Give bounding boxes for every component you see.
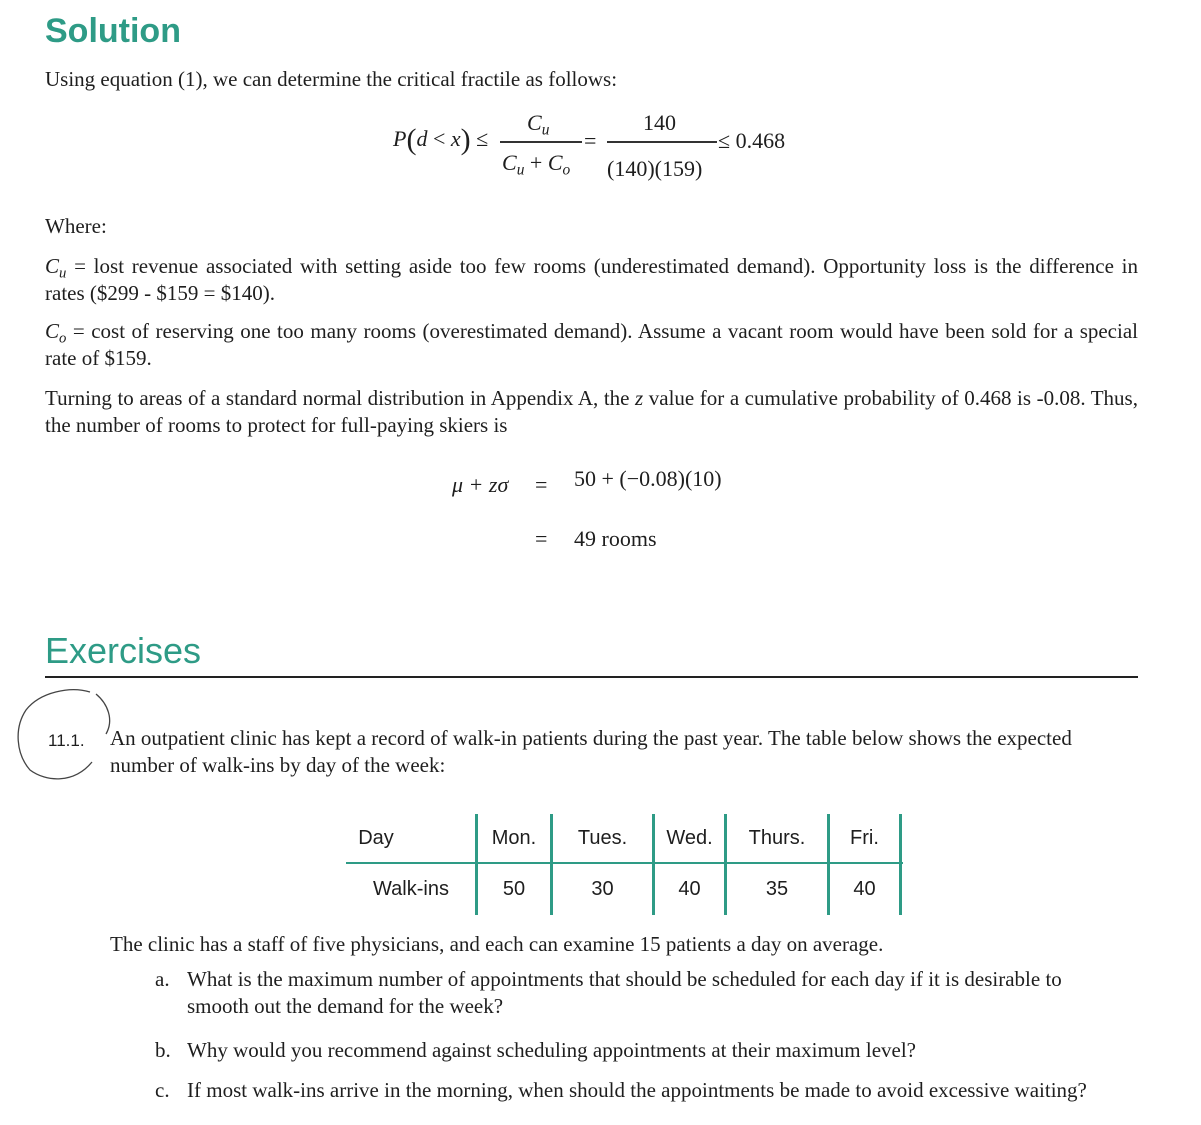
table-walkins-wed: 40 <box>678 878 701 900</box>
turning-z: z <box>635 386 644 410</box>
rooms-eq-equals-2: = <box>535 526 548 551</box>
rooms-eq-lhs: μ + zσ <box>452 472 509 497</box>
rooms-eq-rhs1-b: (−0.08) <box>619 466 685 491</box>
formula-result-value: 0.468 <box>735 128 786 153</box>
frac1-num-sub: u <box>541 121 550 139</box>
question-a-letter: a. <box>155 967 170 991</box>
exercise-number: 11.1. <box>48 731 85 750</box>
table-day-mon: Mon. <box>491 827 537 849</box>
frac2-den-b: (159) <box>654 156 703 181</box>
frac2-numerator: 140 <box>643 110 676 135</box>
table-day-wed: Wed. <box>666 827 713 849</box>
cu-subscript: u <box>59 265 67 282</box>
frac1-den-C1: C <box>502 150 517 175</box>
question-a-text: What is the maximum number of appointments that should be scheduled for each day if it is desirable to smooth out the demand for the week? <box>187 967 1062 1018</box>
question-c-letter: c. <box>155 1078 170 1102</box>
where-label: Where: <box>45 214 107 238</box>
formula-P: P <box>393 126 407 151</box>
cu-symbol: C <box>45 254 60 278</box>
table-header-rule <box>346 862 903 864</box>
co-subscript: o <box>59 330 67 347</box>
table-divider-6 <box>899 814 902 915</box>
formula-close-paren: ) <box>460 123 471 156</box>
staff-text: The clinic has a staff of five physicians, and each can examine 15 patients a day on average. <box>110 932 884 956</box>
exercises-heading: Exercises <box>45 630 202 671</box>
question-c-text: If most walk-ins arrive in the morning, when should the appointments be made to avoid excessive waiting? <box>187 1078 1087 1102</box>
formula-equals: = <box>584 128 597 153</box>
solution-heading: Solution <box>45 12 181 50</box>
formula-x: x <box>450 126 461 151</box>
exercise-text: An outpatient clinic has kept a record of walk-in patients during the past year. The table below shows the expected number of walk-ins by day of the week: <box>110 726 1072 777</box>
co-text: = cost of reserving one too many rooms (overestimated demand). Assume a vacant room would have been sold for a special rate of $159. <box>45 319 1138 370</box>
table-day-fri: Fri. <box>850 827 879 849</box>
table-day-tues: Tues. <box>577 827 628 849</box>
frac2-den-a: (140) <box>607 156 655 181</box>
table-header-label: Day <box>358 827 394 849</box>
frac1-den-plus: + <box>529 150 543 175</box>
rooms-eq-rhs-2: 49 rooms <box>574 526 657 551</box>
co-symbol: C <box>45 319 60 343</box>
question-b-letter: b. <box>155 1038 171 1062</box>
question-b-text: Why would you recommend against scheduling appointments at their maximum level? <box>187 1038 916 1062</box>
cu-text: = lost revenue associated with setting aside too few rooms (underestimated demand). Opportunity loss is the difference in rates ($299 - $159 = $140). <box>45 254 1138 305</box>
formula-d: d <box>416 126 428 151</box>
table-walkins-tues: 30 <box>591 878 614 900</box>
turning-text-1: Turning to areas of a standard normal distribution in Appendix A, the <box>45 386 636 410</box>
table-day-thurs: Thurs. <box>748 827 806 849</box>
frac1-num-C: C <box>527 110 542 135</box>
formula-open-paren: ( <box>406 123 417 156</box>
formula-leq-1: ≤ <box>476 126 489 151</box>
frac1-den-C2: C <box>547 150 563 175</box>
table-row-label: Walk-ins <box>373 878 449 900</box>
rooms-eq-rhs1-a: 50 + <box>574 466 620 491</box>
frac1-den-sub2: o <box>562 161 571 179</box>
frac1-den-sub1: u <box>516 161 525 179</box>
formula-leq-2: ≤ <box>718 128 731 153</box>
turning-text-2: value for a cumulative probability of 0.468 is -0.08. Thus, the number of rooms to protect for full-paying skiers is <box>45 386 1138 437</box>
table-walkins-thurs: 35 <box>765 878 789 900</box>
solution-intro: Using equation (1), we can determine the critical fractile as follows: <box>45 67 618 91</box>
formula-lt: < <box>432 126 446 151</box>
rooms-eq-rhs1-c: (10) <box>684 466 722 491</box>
table-walkins-mon: 50 <box>502 878 526 900</box>
table-walkins-fri: 40 <box>853 878 876 900</box>
rooms-eq-equals-1: = <box>535 472 548 497</box>
